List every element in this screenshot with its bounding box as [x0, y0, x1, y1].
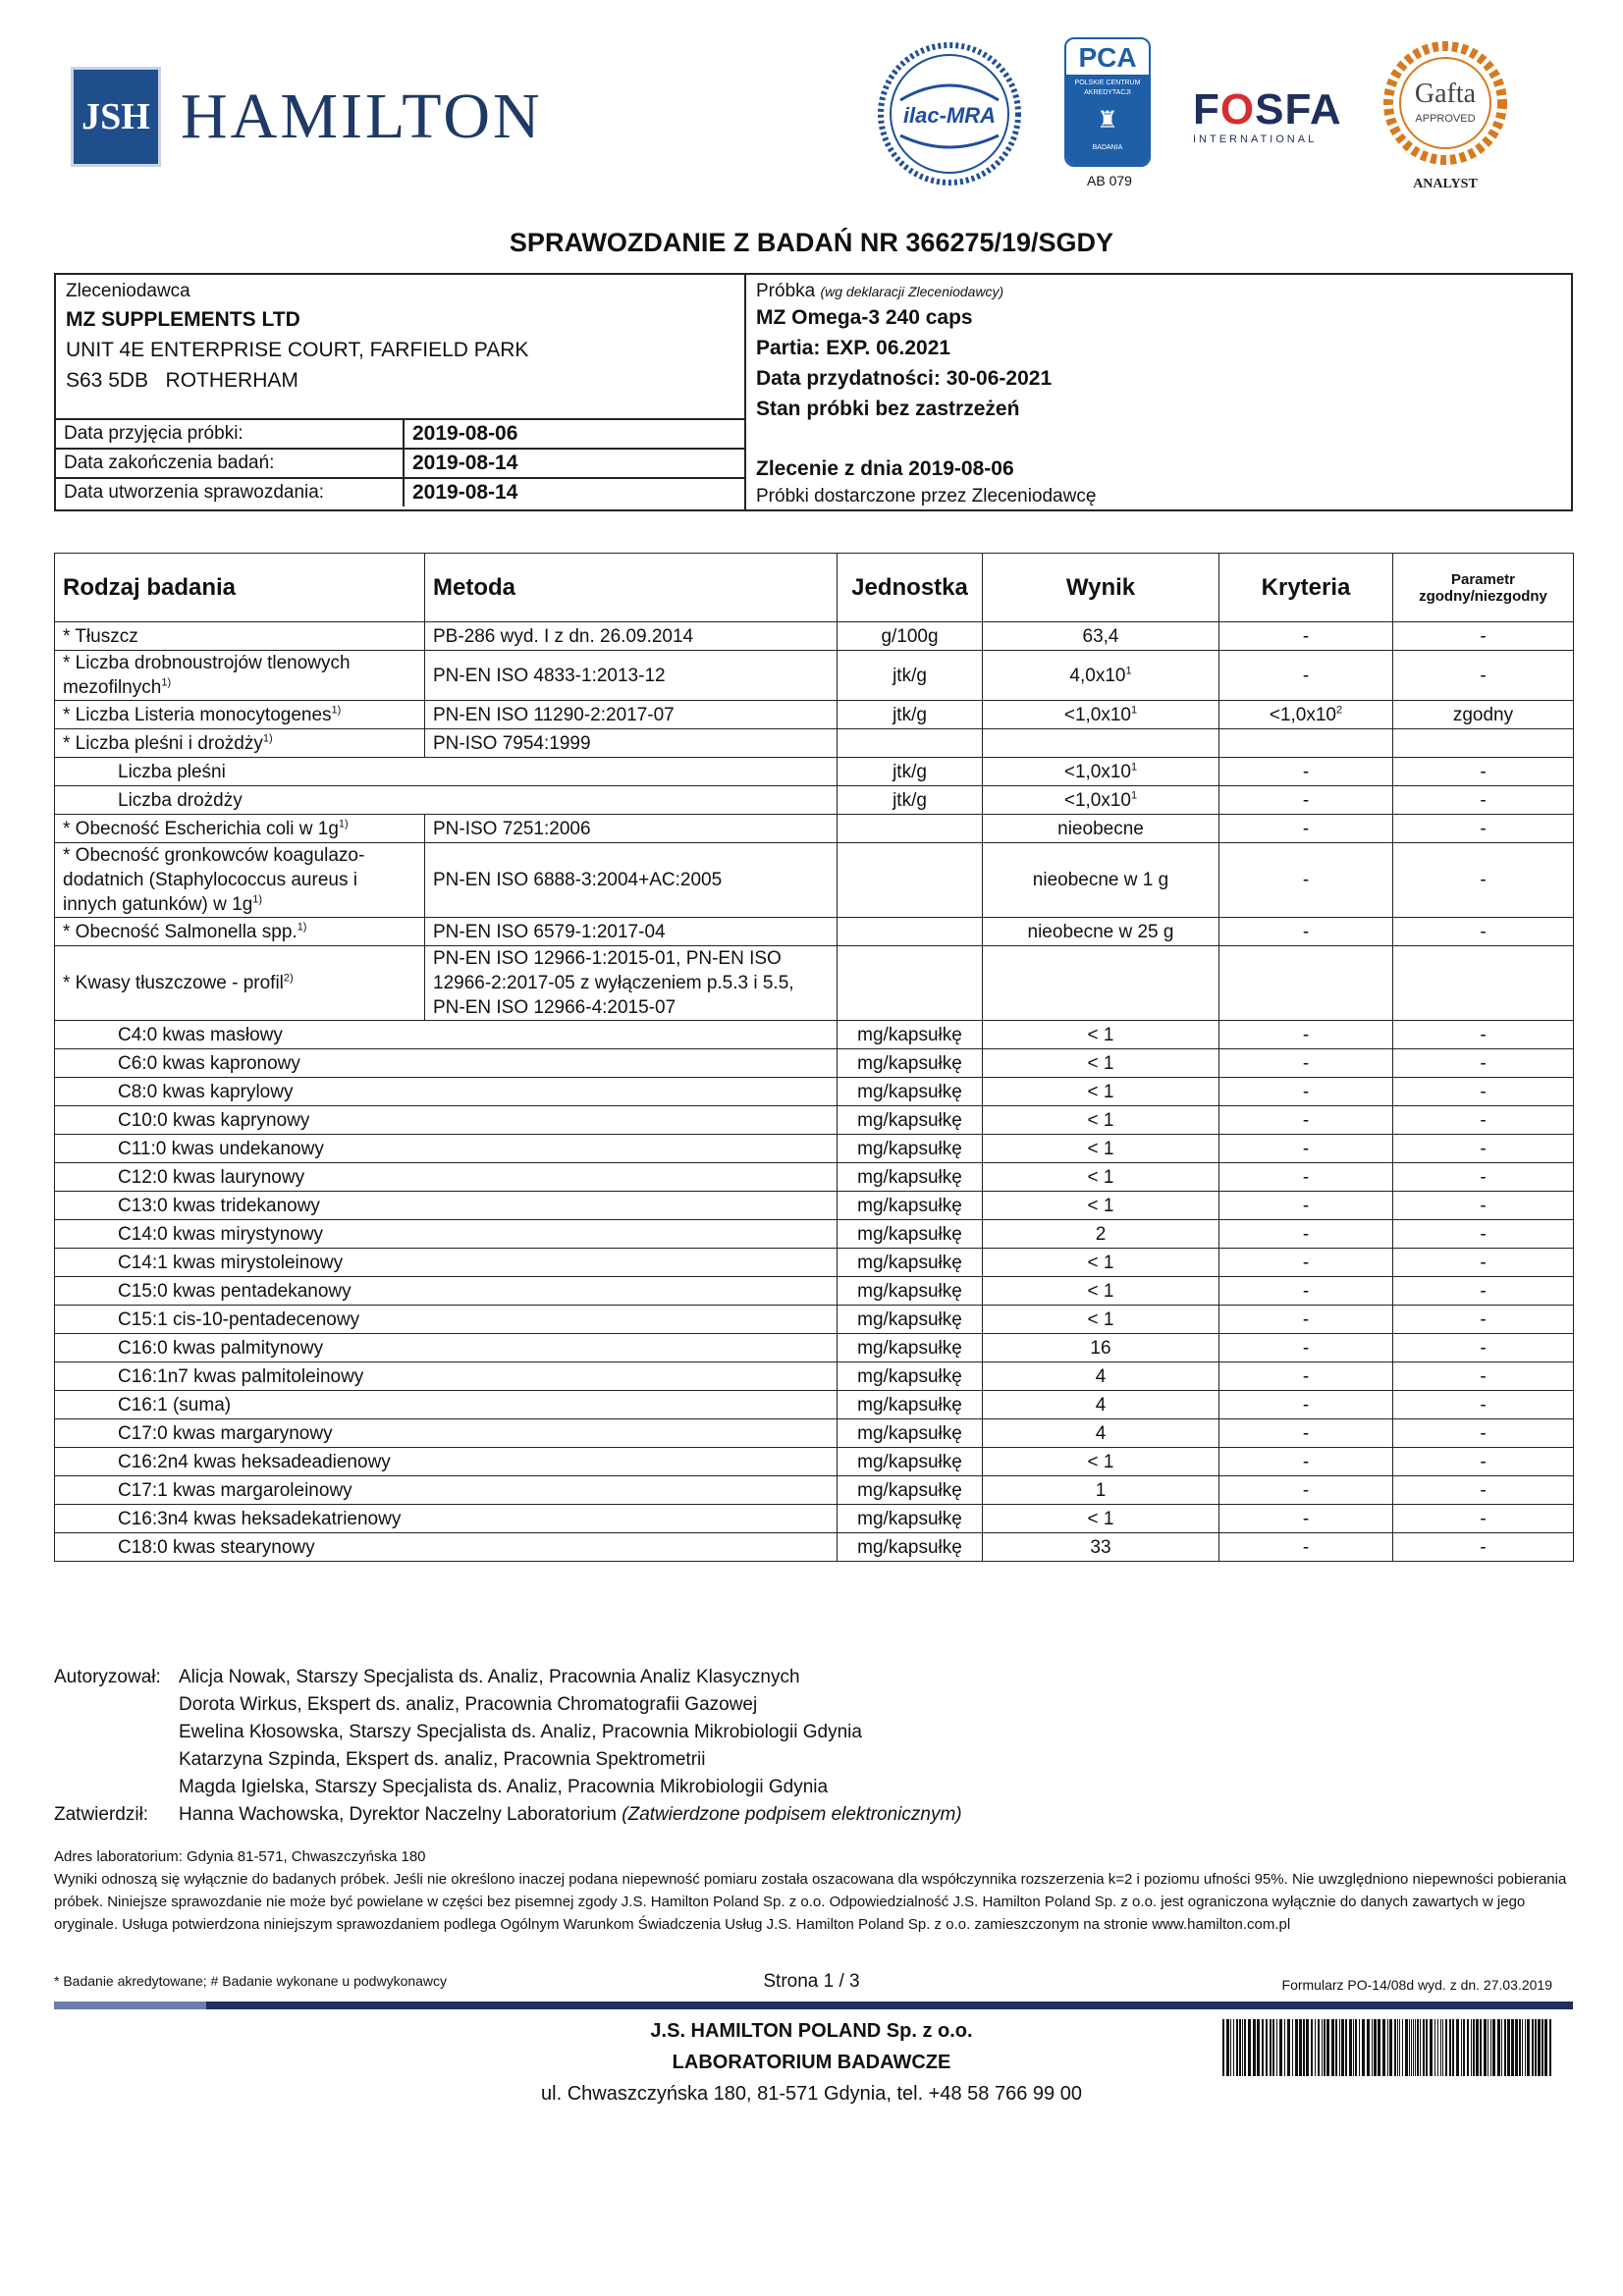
- test-name: C10:0 kwas kaprynowy: [55, 1106, 838, 1135]
- test-criteria: -: [1219, 786, 1393, 815]
- test-method: PB-286 wyd. I z dn. 26.09.2014: [425, 622, 838, 651]
- test-result: < 1: [983, 1106, 1219, 1135]
- table-row: [55, 1021, 1574, 1049]
- test-parameter: -: [1393, 1306, 1574, 1334]
- test-name: C16:2n4 kwas heksadeadienowy: [55, 1448, 838, 1476]
- test-criteria: -: [1219, 651, 1393, 701]
- ilac-mra-logo: [877, 41, 1022, 187]
- sample-label-note: (wg deklaracji Zleceniodawcy): [820, 284, 1004, 299]
- test-parameter: zgodny: [1393, 701, 1574, 729]
- page-number: Strona 1 / 3: [763, 1971, 860, 1992]
- test-name: C4:0 kwas masłowy: [55, 1021, 838, 1049]
- test-criteria: -: [1219, 1049, 1393, 1078]
- test-name: Liczba pleśni: [55, 758, 838, 786]
- test-unit: jtk/g: [838, 651, 983, 701]
- test-parameter: -: [1393, 622, 1574, 651]
- test-method: PN-EN ISO 6888-3:2004+AC:2005: [425, 843, 838, 918]
- test-criteria: -: [1219, 1249, 1393, 1277]
- test-criteria: -: [1219, 1533, 1393, 1562]
- test-unit: mg/kapsułkę: [838, 1476, 983, 1505]
- test-criteria: -: [1219, 815, 1393, 843]
- order-date: Zlecenie z dnia 2019-08-06: [756, 457, 1014, 480]
- client-address-2: S63 5DB ROTHERHAM: [66, 369, 298, 392]
- test-name: C15:1 cis-10-pentadecenowy: [55, 1306, 838, 1334]
- header-result: Wynik: [983, 554, 1219, 622]
- test-criteria: -: [1219, 1306, 1393, 1334]
- test-criteria: -: [1219, 843, 1393, 918]
- test-unit: mg/kapsułkę: [838, 1362, 983, 1391]
- approver-note: (Zatwierdzone podpisem elektronicznym): [622, 1804, 962, 1825]
- test-result: $<1,0x10^1$: [983, 758, 1219, 786]
- header-test: Rodzaj badania: [55, 554, 425, 622]
- test-result: nieobecne w 1 g: [983, 843, 1219, 918]
- test-result: < 1: [983, 1277, 1219, 1306]
- test-result: 4: [983, 1391, 1219, 1419]
- test-parameter: -: [1393, 843, 1574, 918]
- table-row: [55, 1334, 1574, 1362]
- table-row: [55, 1306, 1574, 1334]
- test-name: * Kwasy tłuszczowe - profil$^{2)}$: [55, 946, 425, 1021]
- test-name: * Tłuszcz: [55, 622, 425, 651]
- test-name: * Obecność Escherichia coli w $1g^{1)}$: [55, 815, 425, 843]
- table-row: [55, 651, 1574, 701]
- test-criteria: -: [1219, 1106, 1393, 1135]
- test-result: < 1: [983, 1163, 1219, 1192]
- test-result: < 1: [983, 1049, 1219, 1078]
- test-criteria: -: [1219, 1419, 1393, 1448]
- test-name: C17:0 kwas margarynowy: [55, 1419, 838, 1448]
- test-result: 2: [983, 1220, 1219, 1249]
- client-name: MZ SUPPLEMENTS LTD: [66, 308, 300, 331]
- test-name: C17:1 kwas margaroleinowy: [55, 1476, 838, 1505]
- client-address-1: UNIT 4E ENTERPRISE COURT, FARFIELD PARK: [66, 339, 529, 361]
- svg-text:APPROVED: APPROVED: [1415, 113, 1476, 125]
- test-result: 16: [983, 1334, 1219, 1362]
- test-name: C8:0 kwas kaprylowy: [55, 1078, 838, 1106]
- jsh-monogram-icon: JSH: [71, 67, 161, 167]
- test-unit: jtk/g: [838, 786, 983, 815]
- test-parameter: -: [1393, 786, 1574, 815]
- test-result: $<1,0x10^1$: [983, 701, 1219, 729]
- table-row: [55, 1049, 1574, 1078]
- table-row: [55, 1277, 1574, 1306]
- gafta-wreath-icon: [1381, 39, 1509, 172]
- sample-condition: Stan próbki bez zastrzeżeń: [756, 398, 1020, 420]
- ilac-mra-icon: [877, 41, 1022, 187]
- table-row: [55, 1249, 1574, 1277]
- table-row: [55, 946, 1574, 1021]
- test-result: < 1: [983, 1306, 1219, 1334]
- test-name: C15:0 kwas pentadekanowy: [55, 1277, 838, 1306]
- table-row: [55, 1476, 1574, 1505]
- test-parameter: -: [1393, 815, 1574, 843]
- test-unit: mg/kapsułkę: [838, 1249, 983, 1277]
- test-result: 1: [983, 1476, 1219, 1505]
- header-criteria: Kryteria: [1219, 554, 1393, 622]
- test-criteria: -: [1219, 1334, 1393, 1362]
- test-result: 4: [983, 1419, 1219, 1448]
- table-row: [55, 1192, 1574, 1220]
- form-id: Formularz PO-14/08d wyd. z dn. 27.03.2019: [1281, 1977, 1552, 1993]
- test-result: [983, 946, 1219, 1021]
- authorizer: Alicja Nowak, Starszy Specjalista ds. Analiz, Pracownia Analiz Klasycznych: [179, 1667, 800, 1687]
- test-unit: g/100g: [838, 622, 983, 651]
- test-criteria: -: [1219, 1163, 1393, 1192]
- table-row: [55, 1448, 1574, 1476]
- test-parameter: -: [1393, 1106, 1574, 1135]
- sample-batch: Partia: EXP. 06.2021: [756, 337, 951, 359]
- approver: Hanna Wachowska, Dyrektor Naczelny Laboratorium: [179, 1804, 617, 1825]
- table-row: [55, 1078, 1574, 1106]
- test-criteria: -: [1219, 1021, 1393, 1049]
- test-name: C16:3n4 kwas heksadekatrienowy: [55, 1505, 838, 1533]
- test-name: * Liczba pleśni i drożdży$^{1)}$: [55, 729, 425, 758]
- test-criteria: -: [1219, 1220, 1393, 1249]
- test-result: < 1: [983, 1078, 1219, 1106]
- table-row: [55, 1505, 1574, 1533]
- footer-notes: [54, 1845, 1573, 1936]
- dates-table: [56, 418, 744, 507]
- test-unit: [838, 918, 983, 946]
- table-row: [55, 729, 1574, 758]
- test-parameter: -: [1393, 1533, 1574, 1562]
- test-parameter: -: [1393, 1192, 1574, 1220]
- test-unit: [838, 815, 983, 843]
- test-name: C16:1 (suma): [55, 1391, 838, 1419]
- test-criteria: -: [1219, 1277, 1393, 1306]
- svg-text:Gafta: Gafta: [1414, 79, 1477, 109]
- test-unit: mg/kapsułkę: [838, 1448, 983, 1476]
- test-name: C11:0 kwas undekanowy: [55, 1135, 838, 1163]
- test-criteria: -: [1219, 1078, 1393, 1106]
- test-parameter: -: [1393, 1391, 1574, 1419]
- test-criteria: -: [1219, 1192, 1393, 1220]
- test-parameter: -: [1393, 758, 1574, 786]
- test-criteria: -: [1219, 758, 1393, 786]
- test-criteria: -: [1219, 622, 1393, 651]
- test-result: < 1: [983, 1505, 1219, 1533]
- test-result: < 1: [983, 1021, 1219, 1049]
- company-name: J.S. HAMILTON POLAND Sp. z o.o.: [650, 2020, 973, 2042]
- table-row: [55, 1106, 1574, 1135]
- test-name: C16:1n7 kwas palmitoleinowy: [55, 1362, 838, 1391]
- table-row: [55, 815, 1574, 843]
- info-box: [54, 273, 1573, 511]
- test-parameter: -: [1393, 651, 1574, 701]
- test-name: C13:0 kwas tridekanowy: [55, 1192, 838, 1220]
- test-criteria: -: [1219, 1476, 1393, 1505]
- fosfa-logo: FOSFA INTERNATIONAL: [1193, 85, 1342, 145]
- test-parameter: -: [1393, 1220, 1574, 1249]
- test-unit: mg/kapsułkę: [838, 1106, 983, 1135]
- test-parameter: -: [1393, 1448, 1574, 1476]
- table-row: [55, 843, 1574, 918]
- svg-text:ilac-MRA: ilac-MRA: [902, 103, 997, 128]
- approved-label: Zatwierdził:: [54, 1804, 149, 1825]
- header-unit: Jednostka: [838, 554, 983, 622]
- test-unit: jtk/g: [838, 758, 983, 786]
- test-unit: [838, 946, 983, 1021]
- date-row: Data utworzenia sprawozdania: 2019-08-14: [56, 478, 744, 507]
- gafta-logo: Gafta APPROVED ANALYST: [1381, 39, 1509, 201]
- table-row: [55, 1220, 1574, 1249]
- legend: * Badanie akredytowane; # Badanie wykonane u podwykonawcy: [54, 1973, 448, 1989]
- test-unit: mg/kapsułkę: [838, 1135, 983, 1163]
- fosfa-o-icon: O: [1219, 85, 1256, 133]
- table-row: [55, 786, 1574, 815]
- sample-section: [746, 275, 1571, 509]
- test-method: PN-EN ISO 6579-1:2017-04: [425, 918, 838, 946]
- test-name: * Liczba Listeria monocytogenes$^{1)}$: [55, 701, 425, 729]
- report-title: SPRAWOZDANIE Z BADAŃ NR 366275/19/SGDY: [509, 228, 1114, 257]
- company-lab: LABORATORIUM BADAWCZE: [672, 2052, 951, 2073]
- brand-name: HAMILTON: [181, 80, 543, 152]
- client-label: Zleceniodawca: [66, 281, 190, 301]
- test-unit: mg/kapsułkę: [838, 1419, 983, 1448]
- test-criteria: -: [1219, 1135, 1393, 1163]
- test-criteria: [1219, 946, 1393, 1021]
- test-criteria: -: [1219, 1448, 1393, 1476]
- authorized-label: Autoryzował:: [54, 1667, 161, 1687]
- header-parameter: Parametr zgodny/niezgodny: [1393, 554, 1574, 622]
- test-unit: mg/kapsułkę: [838, 1078, 983, 1106]
- table-row: [55, 1163, 1574, 1192]
- test-result: 33: [983, 1533, 1219, 1562]
- test-method: PN-EN ISO 12966-1:2015-01, PN-EN ISO 12966-2:2017-05 z wyłączeniem p.5.3 i 5.5, PN-EN ISO 12966-4:2015-07: [425, 946, 838, 1021]
- test-criteria: -: [1219, 1362, 1393, 1391]
- test-name: C12:0 kwas laurynowy: [55, 1163, 838, 1192]
- test-name: * Liczba drobnoustrojów tlenowych mezofilnych$^{1)}$: [55, 651, 425, 701]
- pca-logo: PCA POLSKIE CENTRUM AKREDYTACJI ♜ BADANIA AB 079: [1064, 37, 1155, 202]
- lab-address: Adres laboratorium: Gdynia 81-571, Chwaszczyńska 180: [54, 1848, 426, 1865]
- test-method: PN-ISO 7954:1999: [425, 729, 838, 758]
- test-parameter: -: [1393, 918, 1574, 946]
- test-name: C14:1 kwas mirystoleinowy: [55, 1249, 838, 1277]
- test-parameter: -: [1393, 1249, 1574, 1277]
- test-result: < 1: [983, 1448, 1219, 1476]
- test-unit: [838, 729, 983, 758]
- test-unit: mg/kapsułkę: [838, 1220, 983, 1249]
- table-row: [55, 1362, 1574, 1391]
- table-row: [55, 1419, 1574, 1448]
- test-unit: mg/kapsułkę: [838, 1391, 983, 1419]
- test-name: C6:0 kwas kapronowy: [55, 1049, 838, 1078]
- authorization-block: [54, 1664, 962, 1829]
- table-row: [55, 701, 1574, 729]
- test-unit: mg/kapsułkę: [838, 1192, 983, 1220]
- test-result: < 1: [983, 1135, 1219, 1163]
- test-result: $4,0x10^1$: [983, 651, 1219, 701]
- test-result: < 1: [983, 1249, 1219, 1277]
- test-unit: mg/kapsułkę: [838, 1533, 983, 1562]
- test-parameter: -: [1393, 1078, 1574, 1106]
- test-parameter: -: [1393, 1163, 1574, 1192]
- test-unit: mg/kapsułkę: [838, 1049, 983, 1078]
- table-row: [55, 758, 1574, 786]
- test-result: < 1: [983, 1192, 1219, 1220]
- test-parameter: -: [1393, 1476, 1574, 1505]
- sample-label: Próbka: [756, 281, 816, 301]
- test-unit: mg/kapsułkę: [838, 1505, 983, 1533]
- test-name: Liczba drożdży: [55, 786, 838, 815]
- authorizer: Magda Igielska, Starszy Specjalista ds. Analiz, Pracownia Mikrobiologii Gdynia: [179, 1777, 829, 1797]
- pca-figure-icon: ♜: [1097, 107, 1118, 133]
- test-criteria: $<1,0x10^2$: [1219, 701, 1393, 729]
- table-row: [55, 1391, 1574, 1419]
- test-result: $<1,0x10^1$: [983, 786, 1219, 815]
- test-parameter: -: [1393, 1021, 1574, 1049]
- test-unit: mg/kapsułkę: [838, 1163, 983, 1192]
- barcode-icon: [1222, 2019, 1556, 2076]
- test-criteria: -: [1219, 1391, 1393, 1419]
- hamilton-logo: [71, 67, 543, 167]
- test-parameter: -: [1393, 1505, 1574, 1533]
- test-unit: jtk/g: [838, 701, 983, 729]
- test-unit: mg/kapsułkę: [838, 1021, 983, 1049]
- test-method: PN-EN ISO 11290-2:2017-07: [425, 701, 838, 729]
- test-result: nieobecne w 25 g: [983, 918, 1219, 946]
- test-name: C18:0 kwas stearynowy: [55, 1533, 838, 1562]
- test-name: C14:0 kwas mirystynowy: [55, 1220, 838, 1249]
- test-parameter: -: [1393, 1334, 1574, 1362]
- test-parameter: [1393, 729, 1574, 758]
- test-criteria: -: [1219, 1505, 1393, 1533]
- company-address: ul. Chwaszczyńska 180, 81-571 Gdynia, tel. +48 58 766 99 00: [541, 2083, 1082, 2105]
- footer-bar: [54, 2002, 1573, 2009]
- client-section: [56, 275, 746, 509]
- test-parameter: -: [1393, 1277, 1574, 1306]
- header-method: Metoda: [425, 554, 838, 622]
- date-row: Data zakończenia badań: 2019-08-14: [56, 449, 744, 478]
- authorizer: Ewelina Kłosowska, Starszy Specjalista ds. Analiz, Pracownia Mikrobiologii Gdynia: [179, 1722, 862, 1742]
- sample-delivery: Próbki dostarczone przez Zleceniodawcę: [756, 486, 1097, 507]
- test-method: PN-EN ISO 4833-1:2013-12: [425, 651, 838, 701]
- test-unit: mg/kapsułkę: [838, 1277, 983, 1306]
- test-parameter: -: [1393, 1135, 1574, 1163]
- test-unit: [838, 843, 983, 918]
- table-header-row: [55, 554, 1574, 622]
- test-result: 4: [983, 1362, 1219, 1391]
- test-unit: mg/kapsułkę: [838, 1306, 983, 1334]
- test-parameter: [1393, 946, 1574, 1021]
- sample-expiry: Data przydatności: 30-06-2021: [756, 367, 1053, 390]
- test-parameter: -: [1393, 1419, 1574, 1448]
- test-method: PN-ISO 7251:2006: [425, 815, 838, 843]
- test-parameter: -: [1393, 1049, 1574, 1078]
- table-row: [55, 918, 1574, 946]
- date-row: Data przyjęcia próbki: 2019-08-06: [56, 419, 744, 449]
- authorizer: Katarzyna Szpinda, Ekspert ds. analiz, Pracownia Spektrometrii: [179, 1749, 706, 1770]
- test-result: nieobecne: [983, 815, 1219, 843]
- test-name: * Obecność Salmonella spp.$^{1)}$: [55, 918, 425, 946]
- table-row: [55, 622, 1574, 651]
- test-criteria: -: [1219, 918, 1393, 946]
- results-table: [54, 553, 1574, 1562]
- table-row: [55, 1533, 1574, 1562]
- test-unit: mg/kapsułkę: [838, 1334, 983, 1362]
- test-criteria: [1219, 729, 1393, 758]
- table-row: [55, 1135, 1574, 1163]
- disclaimer: Wyniki odnoszą się wyłącznie do badanych próbek. Jeśli nie określono inaczej podana niepewność pomiaru została oszacowana dla współczynnika rozszerzenia k=2 i poziomu ufności 95%. Nie uwzględniono niepewności pobierania próbek. Niniejsze sprawozdanie nie może być powielane w części bez pisemnej zgody J.S. Hamilton Poland Sp. z o.o. Odpowiedzialność J.S. Hamilton Poland Sp. z o.o. jest ograniczona wyłącznie do danych zawartych w jego oryginale. Usługa potwierdzona niniejszym sprawozdaniem podlega Ogólnym Warunkom Świadczenia Usług J.S. Hamilton Poland Sp. z o.o. zamieszczonym na stronie www.hamilton.com.pl: [54, 1871, 1567, 1933]
- test-parameter: -: [1393, 1362, 1574, 1391]
- test-name: C16:0 kwas palmitynowy: [55, 1334, 838, 1362]
- authorizer: Dorota Wirkus, Ekspert ds. analiz, Pracownia Chromatografii Gazowej: [179, 1694, 758, 1715]
- test-name: * Obecność gronkowców koagulazo-dodatnich (Staphylococcus aureus i innych gatunków) w $1g^{1)}$: [55, 843, 425, 918]
- sample-name: MZ Omega-3 240 caps: [756, 306, 973, 329]
- test-result: [983, 729, 1219, 758]
- test-result: 63,4: [983, 622, 1219, 651]
